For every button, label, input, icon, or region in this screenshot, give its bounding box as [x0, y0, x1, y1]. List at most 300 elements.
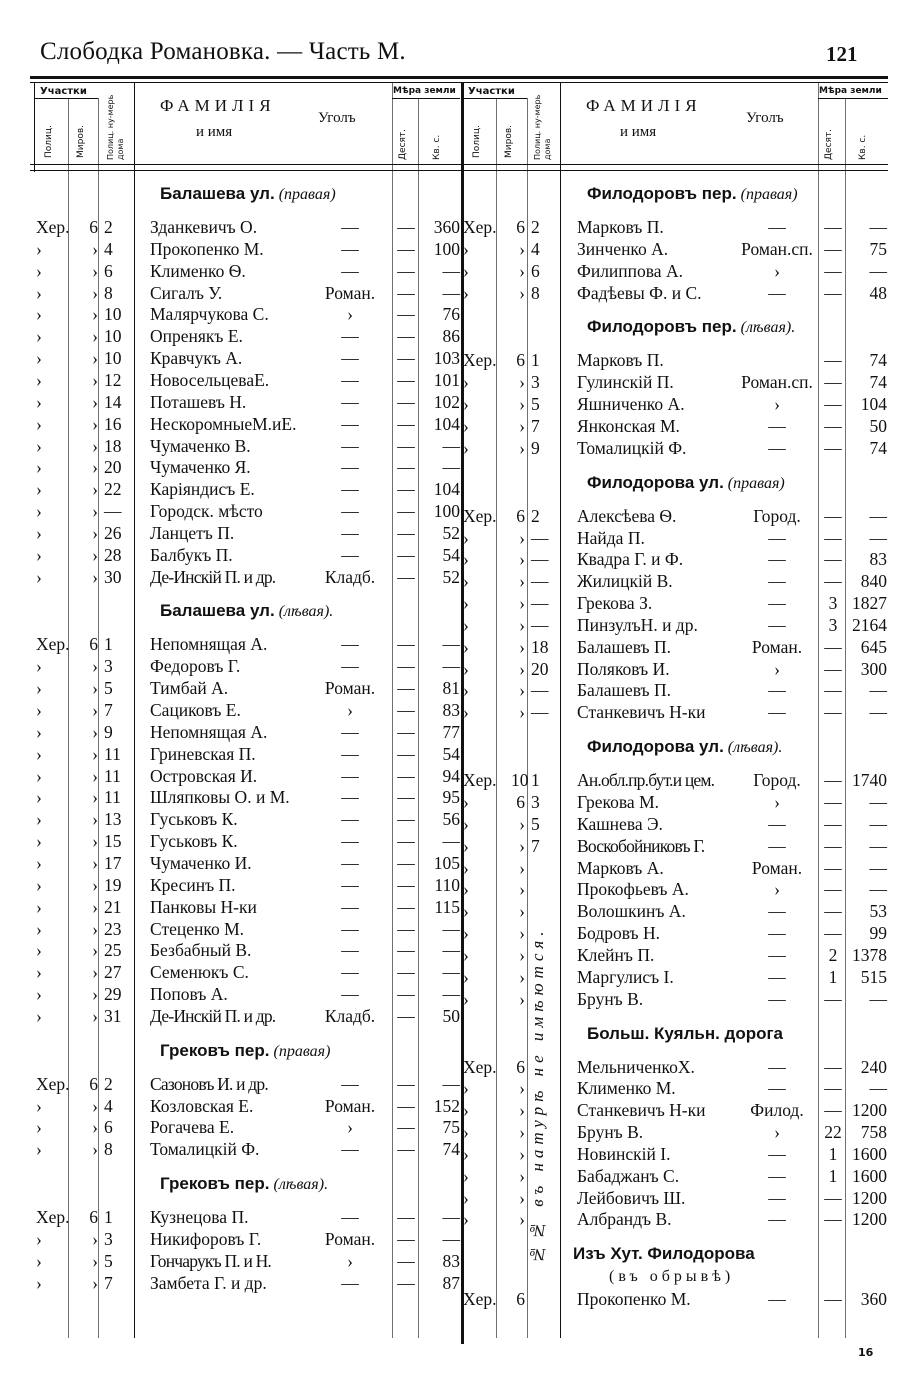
owner-name: Ланцетъ П. [150, 522, 235, 543]
desyatiny: — [824, 680, 842, 701]
desyatiny: — [397, 634, 415, 655]
desyatiny: — [397, 743, 415, 764]
house-number: 3 [531, 792, 540, 812]
police-district: › [463, 394, 469, 415]
house-number: 7 [104, 700, 113, 720]
sq-sazhen: — [869, 988, 887, 1009]
court-district: › [519, 944, 525, 965]
owner-name: Прокопенко М. [577, 1289, 691, 1310]
police-district: › [463, 901, 469, 922]
sq-sazhen: 152 [433, 1095, 460, 1116]
police-district: Хер. [463, 505, 497, 526]
sq-sazhen: 1378 [852, 944, 887, 965]
corner: — [768, 282, 786, 303]
table-row [0, 548, 900, 570]
owner-name: Сазоновъ И. и др. [150, 1073, 268, 1094]
corner: — [768, 415, 786, 436]
table-row [0, 415, 900, 437]
police-district: › [36, 238, 42, 259]
sq-sazhen: 83 [442, 700, 460, 720]
street-side: (лѣвая). [736, 319, 796, 337]
owner-name: Гончарукъ П. и Н. [150, 1250, 271, 1271]
owner-name: Бодровъ Н. [577, 923, 660, 944]
sq-sazhen: 300 [860, 658, 887, 679]
corner: › [774, 879, 780, 900]
owner-name: Прокопенко М. [150, 238, 264, 259]
sq-sazhen: — [869, 879, 887, 900]
desyatiny: — [824, 394, 842, 415]
desyatiny: — [397, 765, 415, 786]
court-district: › [519, 571, 525, 592]
police-district: › [463, 879, 469, 900]
police-district: › [36, 435, 42, 456]
table-row [0, 813, 900, 835]
owner-name: Кашнева Э. [577, 813, 663, 834]
owner-name: Козловская Е. [150, 1095, 254, 1116]
police-district: › [463, 988, 469, 1009]
corner: › [347, 1117, 353, 1138]
table-row [0, 1288, 900, 1310]
sq-sazhen: 56 [442, 809, 460, 830]
court-district: › [92, 304, 98, 325]
court-district: › [92, 1250, 98, 1271]
police-district: › [36, 413, 42, 434]
police-district: › [463, 415, 469, 436]
police-district: › [463, 1165, 469, 1186]
corner: Роман. [324, 282, 376, 303]
desyatiny: — [397, 1139, 415, 1160]
court-district: › [92, 765, 98, 786]
desyatiny: — [824, 879, 842, 900]
owner-name: Чумаченко И. [150, 852, 252, 873]
sq-sazhen: 360 [433, 217, 460, 237]
owner-name: Балашевъ П. [577, 636, 671, 657]
house-number: 23 [104, 918, 122, 939]
street-side: (правая) [274, 186, 336, 203]
house-number: 27 [104, 962, 122, 983]
desyatiny: — [824, 1209, 842, 1230]
house-number: — [531, 702, 549, 723]
street-side: (лѣвая). [269, 1176, 329, 1194]
court-district: › [519, 549, 525, 570]
court-district: › [519, 702, 525, 723]
header-bottom-rule [30, 164, 888, 165]
police-district: › [463, 944, 469, 965]
corner: — [341, 831, 359, 852]
house-number: 9 [104, 721, 113, 742]
corner: › [774, 658, 780, 679]
court-district: › [519, 901, 525, 922]
desyatiny: — [397, 831, 415, 852]
house-number: 2 [531, 505, 540, 526]
sq-sazhen: 74 [442, 1139, 460, 1160]
table-row [0, 371, 900, 393]
police-district: › [36, 678, 42, 699]
police-district: › [463, 593, 469, 614]
corner: — [341, 940, 359, 961]
section-heading [587, 1020, 783, 1048]
sq-sazhen: 101 [433, 369, 460, 390]
sq-sazhen: — [442, 1207, 460, 1228]
house-number: 4 [104, 1095, 113, 1116]
owner-name: Федоровъ Г. [150, 656, 241, 677]
court-district: › [92, 721, 98, 742]
corner: — [341, 634, 359, 655]
table-row [0, 922, 900, 944]
desyatiny: — [824, 437, 842, 458]
corner: Роман. [324, 1095, 376, 1116]
house-number: — [531, 549, 549, 570]
court-district: › [519, 988, 525, 1009]
house-number: 3 [104, 656, 113, 677]
left-mera-header: Мѣра земли [393, 86, 456, 96]
court-district: › [92, 326, 98, 347]
sq-sazhen: 81 [442, 678, 460, 699]
court-district: 6 [516, 217, 525, 237]
left-polits-header: Полиц. [44, 125, 54, 158]
police-district: › [463, 966, 469, 987]
desyatiny: — [824, 415, 842, 436]
owner-name: Малярчукова С. [150, 304, 269, 325]
corner: — [341, 984, 359, 1005]
sq-sazhen: — [869, 217, 887, 237]
court-district: › [92, 435, 98, 456]
house-number: 31 [104, 1005, 122, 1026]
sq-sazhen: 105 [433, 852, 460, 873]
police-district: › [36, 1117, 42, 1138]
court-district: 6 [89, 634, 98, 655]
sq-sazhen: 2164 [852, 614, 887, 635]
owner-name: Ан.обл.пр.бут.и цем. [577, 770, 715, 791]
owner-name: Опренякъ Е. [150, 326, 243, 347]
table-row [0, 1056, 900, 1078]
desyatiny: 3 [828, 614, 838, 635]
sq-sazhen: 75 [869, 238, 887, 259]
desyatiny: 1 [828, 1165, 838, 1186]
house-number: 1 [531, 350, 540, 371]
owner-name: Яшниченко А. [577, 394, 685, 415]
sq-sazhen: — [442, 984, 460, 1005]
corner: › [774, 792, 780, 812]
corner: — [768, 1209, 786, 1230]
court-district: › [519, 835, 525, 856]
corner: Роман. [324, 1229, 376, 1249]
sq-sazhen: — [442, 260, 460, 281]
desyatiny: — [824, 549, 842, 570]
house-number: 20 [104, 457, 122, 478]
table-row [0, 238, 900, 260]
desyatiny: — [824, 238, 842, 259]
corner: — [341, 501, 359, 522]
owner-name: Никифоровъ Г. [150, 1229, 262, 1249]
corner: — [341, 457, 359, 478]
desyatiny: — [824, 857, 842, 878]
court-district: › [92, 1229, 98, 1249]
police-district: › [463, 1122, 469, 1143]
sq-sazhen: 54 [442, 743, 460, 764]
police-district: › [36, 326, 42, 347]
police-district: › [36, 304, 42, 325]
house-number: 15 [104, 831, 122, 852]
sq-sazhen: 240 [860, 1056, 887, 1077]
owner-name: Сигалъ У. [150, 282, 223, 303]
street-name: Филодоровъ пер. [587, 184, 737, 203]
corner: — [341, 787, 359, 808]
owner-name: Грекова М. [577, 792, 660, 812]
house-number: 11 [104, 787, 121, 808]
house-number: 8 [531, 282, 540, 303]
left-border [34, 82, 35, 172]
desyatiny: — [397, 874, 415, 895]
desyatiny: — [397, 435, 415, 456]
sq-sazhen: 74 [869, 437, 887, 458]
table-row [0, 216, 900, 238]
house-number: 18 [531, 636, 549, 657]
court-district: › [519, 857, 525, 878]
owner-name: Кузнецова П. [150, 1207, 249, 1228]
owner-name: Де-Инскій П. и др. [150, 566, 276, 587]
table-row [0, 437, 900, 459]
police-district: › [36, 656, 42, 677]
court-district: › [92, 896, 98, 917]
sq-sazhen: 74 [869, 372, 887, 393]
owner-name: Лейбовичъ Ш. [577, 1187, 686, 1208]
desyatiny: — [397, 413, 415, 434]
police-district: › [36, 348, 42, 369]
right-polits-header: Полиц. [472, 125, 482, 158]
court-district: 6 [516, 792, 525, 812]
corner: — [768, 923, 786, 944]
court-district: › [519, 813, 525, 834]
police-district: › [463, 527, 469, 548]
section-heading [573, 1240, 755, 1286]
sq-sazhen: — [869, 1078, 887, 1099]
police-district: › [463, 857, 469, 878]
police-district: › [36, 566, 42, 587]
police-district: › [463, 437, 469, 458]
owner-name: Грекова З. [577, 593, 653, 614]
corner: › [347, 1250, 353, 1271]
corner: — [768, 1078, 786, 1099]
police-district: › [36, 1272, 42, 1293]
police-district: › [36, 700, 42, 720]
sq-sazhen: 360 [860, 1289, 887, 1310]
police-district: › [463, 549, 469, 570]
sq-sazhen: 758 [860, 1122, 887, 1143]
court-district: › [92, 1272, 98, 1293]
police-district: › [36, 984, 42, 1005]
desyatiny: — [824, 988, 842, 1009]
sq-sazhen: 1200 [852, 1100, 887, 1121]
corner: — [341, 369, 359, 390]
sq-sazhen: 1827 [852, 593, 887, 614]
table-row [0, 260, 900, 282]
court-district: 6 [89, 1207, 98, 1228]
corner: Роман. [324, 678, 376, 699]
street-side: (правая) [723, 474, 785, 492]
owner-name: Филиппова А. [577, 260, 683, 281]
sq-sazhen: 102 [433, 391, 460, 412]
desyatiny: — [397, 962, 415, 983]
sq-sazhen: — [442, 634, 460, 655]
sq-sazhen: 1600 [852, 1143, 887, 1164]
table-row [0, 636, 900, 658]
owner-name: Островская И. [150, 765, 258, 786]
owner-name: Кравчукъ А. [150, 348, 243, 369]
owner-name: Янконская М. [577, 415, 680, 436]
desyatiny: — [397, 457, 415, 478]
police-district: › [463, 1187, 469, 1208]
table-row [0, 1099, 900, 1121]
street-name: Филодорова ул. [587, 472, 724, 492]
corner: — [341, 918, 359, 939]
court-district: › [92, 874, 98, 895]
desyatiny: — [397, 940, 415, 961]
court-district: › [92, 479, 98, 500]
police-district: › [36, 962, 42, 983]
house-number: 7 [104, 1272, 113, 1293]
house-number: 13 [104, 809, 122, 830]
desyatiny: — [397, 348, 415, 369]
house-number: 28 [104, 544, 122, 565]
corner: — [768, 571, 786, 592]
police-district: › [36, 260, 42, 281]
left-i-imya-header: и имя [196, 124, 233, 140]
corner: — [768, 1143, 786, 1164]
owner-name: МельниченкоХ. [577, 1056, 695, 1077]
police-district: › [36, 391, 42, 412]
left-uchastki-header: Участки [40, 86, 87, 97]
court-district: › [92, 962, 98, 983]
corner: › [774, 394, 780, 415]
desyatiny: — [824, 770, 842, 791]
court-district: › [519, 1143, 525, 1164]
owner-name: Станкевичъ Н-ки [577, 1100, 706, 1121]
desyatiny: — [397, 217, 415, 237]
police-district: › [36, 479, 42, 500]
corner: — [341, 1073, 359, 1094]
court-district: › [92, 1005, 98, 1026]
desyatiny: 2 [828, 944, 838, 965]
page-title: Слободка Романовка. — Часть М. [40, 38, 406, 65]
owner-name: Кресинъ П. [150, 874, 236, 895]
table-row [0, 701, 900, 723]
sq-sazhen: 83 [442, 1250, 460, 1271]
corner: — [341, 852, 359, 873]
desyatiny: — [397, 522, 415, 543]
section-heading [160, 180, 336, 208]
police-district: › [36, 369, 42, 390]
sq-sazhen: 110 [434, 874, 460, 895]
court-district: 6 [516, 505, 525, 526]
owner-name: Гулинскій П. [577, 372, 674, 393]
court-district: › [519, 260, 525, 281]
court-district: › [519, 282, 525, 303]
owner-name: Тимбай А. [150, 678, 229, 699]
owner-name: Марковъ П. [577, 350, 664, 371]
owner-name: Сациковъ Е. [150, 700, 241, 720]
table-row [0, 769, 900, 791]
police-district: › [36, 743, 42, 764]
court-district: › [519, 966, 525, 987]
right-mera-header: Мѣра земли [819, 86, 882, 96]
house-number: 10 [104, 326, 122, 347]
owner-name: Бабаджанъ С. [577, 1165, 680, 1186]
police-district: › [463, 372, 469, 393]
table-row [0, 857, 900, 879]
corner: › [774, 260, 780, 281]
court-district: › [92, 260, 98, 281]
desyatiny: — [397, 1207, 415, 1228]
corner: Роман. [751, 857, 803, 878]
house-number: 30 [104, 566, 122, 587]
police-district: › [36, 809, 42, 830]
police-district: › [36, 940, 42, 961]
house-number: 6 [104, 260, 113, 281]
sq-sazhen: — [869, 527, 887, 548]
house-number: — [531, 614, 549, 635]
sq-sazhen: 53 [869, 901, 887, 922]
table-row [0, 1187, 900, 1209]
court-district: › [92, 743, 98, 764]
court-district: › [92, 1139, 98, 1160]
desyatiny: — [397, 896, 415, 917]
owner-name: Прокофьевъ А. [577, 879, 689, 900]
police-district: Хер. [36, 1207, 70, 1228]
right-uchastki-underline [464, 98, 527, 99]
corner: — [341, 326, 359, 347]
street-side: (правая) [736, 186, 798, 203]
court-district: › [519, 415, 525, 436]
street-side: (правая) [269, 1042, 331, 1060]
owner-name: Рогачева Е. [150, 1117, 235, 1138]
court-district: 6 [516, 350, 525, 371]
sq-sazhen: — [442, 831, 460, 852]
desyatiny: 1 [828, 966, 838, 987]
sq-sazhen: 104 [433, 413, 460, 434]
police-district: › [463, 1143, 469, 1164]
house-number: 5 [104, 678, 113, 699]
owner-name: Непомнящая А. [150, 721, 268, 742]
corner: — [341, 1207, 359, 1228]
sq-sazhen: — [869, 680, 887, 701]
police-district: › [36, 282, 42, 303]
court-district: › [519, 593, 525, 614]
house-number: 10 [104, 348, 122, 369]
sq-sazhen: 515 [860, 966, 887, 987]
court-district: 6 [516, 1056, 525, 1077]
court-district: › [519, 527, 525, 548]
police-district: › [36, 522, 42, 543]
court-district: › [92, 544, 98, 565]
owner-name: Стеценко М. [150, 918, 245, 939]
corner: — [768, 593, 786, 614]
section-heading [587, 733, 782, 761]
sq-sazhen: 1740 [852, 770, 887, 791]
vertical-note: №№ въ натурѣ не имѣются. [528, 926, 547, 1264]
police-district: › [463, 680, 469, 701]
sq-sazhen: 87 [442, 1272, 460, 1293]
owner-name: Непомнящая А. [150, 634, 268, 655]
sq-sazhen: 50 [442, 1005, 460, 1026]
court-district: › [92, 809, 98, 830]
court-district: 6 [89, 217, 98, 237]
corner: — [768, 437, 786, 458]
house-number: — [531, 527, 549, 548]
court-district: › [92, 391, 98, 412]
corner: — [768, 944, 786, 965]
police-district: › [463, 260, 469, 281]
